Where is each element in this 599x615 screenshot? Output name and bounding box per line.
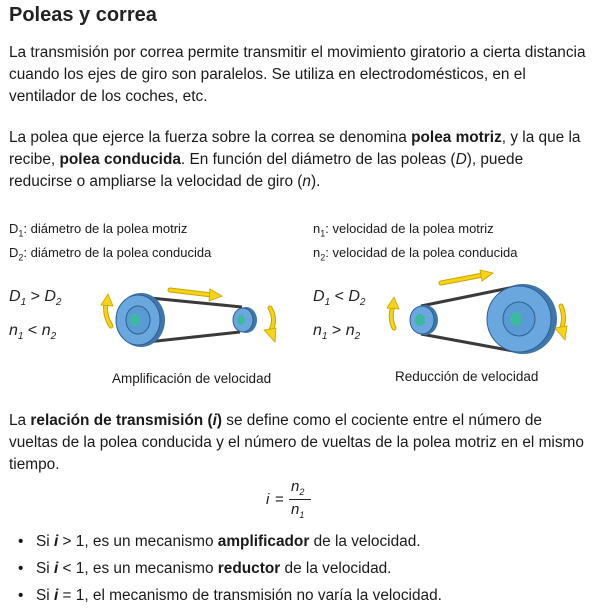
definition-n1 [313,221,494,239]
formula-lhs: i [266,491,270,508]
symbol: n [41,322,51,339]
formula-equals: = [275,491,284,508]
operator: > [26,288,45,305]
fraction-bar [289,499,311,500]
var-d: D [455,151,467,168]
symbol: n [291,478,300,495]
belt-direction-arrow-icon [441,275,483,283]
var-n: n [302,173,311,190]
text: , y la que la recibe, [9,129,581,168]
symbol: D [9,288,21,305]
symbol: n [313,245,321,260]
bold-term: reductor [217,560,281,577]
operator: > [327,322,346,339]
subscript: 1 [324,297,331,309]
list-item [18,528,442,555]
var-i: i [53,560,59,577]
bullet-icon: • [18,533,24,550]
relation-red-speed [313,322,360,342]
symbol: n [313,322,322,339]
subscript: 1 [320,228,326,239]
definition-text: : velocidad de la polea conducida [325,245,518,260]
subscript: 2 [359,297,366,309]
term-polea-motriz: polea motriz [411,129,502,146]
bullet-list [18,528,442,609]
subscript: 2 [354,331,361,343]
paragraph-transmission-ratio [9,410,589,476]
shaft [415,314,425,326]
text: ) [216,412,222,429]
text: Si [36,587,54,604]
relation-amp-speed [9,322,56,342]
symbol: n [345,322,355,339]
subscript: 1 [321,331,328,343]
symbol: D [313,288,325,305]
paragraph-intro: La transmisión por correa permite transmitir el movimiento giratorio a cierta distancia cuando los ejes de giro son paralelos. Se utiliza en electrodomésticos, en el ventilador de los coches, etc. [9,44,586,105]
symbol: D [9,221,19,236]
text: de la velocidad. [309,533,421,550]
definition-n2 [313,245,518,263]
symbol: D [44,288,56,305]
subscript: 2 [18,252,24,263]
arrow-head-icon [387,297,399,309]
text: ), puede reducirse o ampliarse la velocidad de giro ( [9,151,524,190]
text: . En función del diámetro de las poleas ( [180,151,456,168]
paragraph-pulleys [9,127,589,193]
shaft [510,312,522,326]
subscript: 2 [299,487,305,497]
text: se define como el cociente entre el número de vueltas de la polea conducida y el número de vueltas de la polea motriz en el mismo tiempo. [9,412,584,473]
definition-text: : diámetro de la polea motriz [23,221,188,236]
subscript: 1 [18,228,24,239]
formula-denominator [291,501,304,520]
subscript: 1 [20,297,27,309]
reduction-pulley-diagram [383,268,573,364]
definition-d2 [9,245,211,263]
caption-amplification: Amplificación de velocidad [112,371,272,386]
relation-amp-diameter [9,288,61,308]
symbol: D [9,245,19,260]
subscript: 2 [320,252,326,263]
text: = 1, el mecanismo de transmisión no varía la velocidad. [58,587,442,604]
term-relacion-transmision [30,412,222,429]
symbol: n [291,501,300,518]
var-i: i [53,533,59,550]
arrow-head-icon [555,326,567,340]
text: relación de transmisión ( [30,412,213,429]
formula-numerator [291,478,304,497]
transmission-ratio-formula [266,477,326,525]
operator: < [330,288,349,305]
subscript: 2 [55,297,62,309]
term-polea-conducida: polea conducida [59,151,181,168]
text: La [9,412,31,429]
arrow-head-icon [264,328,276,342]
bullet-icon: • [18,587,24,604]
text: de la velocidad. [280,560,392,577]
text: ). [310,173,321,190]
text: La polea que ejerce la fuerza sobre la correa se denomina [9,129,412,146]
list-item [18,582,442,609]
subscript: 1 [17,331,24,343]
subscript: 1 [299,510,305,520]
arrow-head-icon [209,289,222,301]
shaft [237,315,245,325]
subscript: 2 [50,331,57,343]
shaft [130,314,140,326]
arrow-head-icon [480,270,493,281]
list-item [18,555,442,582]
definition-d1 [9,221,187,239]
symbol: n [9,322,18,339]
text: > 1, es un mecanismo [58,533,218,550]
caption-reduction: Reducción de velocidad [395,369,539,384]
text: Si [36,560,54,577]
definition-text: : diámetro de la polea conducida [23,245,212,260]
var-i: i [212,412,217,429]
amplification-pulley-diagram [100,270,296,360]
text: Si [36,533,54,550]
bold-term: amplificador [217,533,310,550]
page-title: Poleas y correa [9,4,157,26]
symbol: n [313,221,321,236]
definition-text: : velocidad de la polea motriz [325,221,494,236]
symbol: D [348,288,360,305]
bullet-icon: • [18,560,24,577]
operator: < [23,322,42,339]
relation-red-diameter [313,288,365,308]
text: < 1, es un mecanismo [58,560,218,577]
arrow-head-icon [101,294,113,306]
var-i: i [53,587,59,604]
